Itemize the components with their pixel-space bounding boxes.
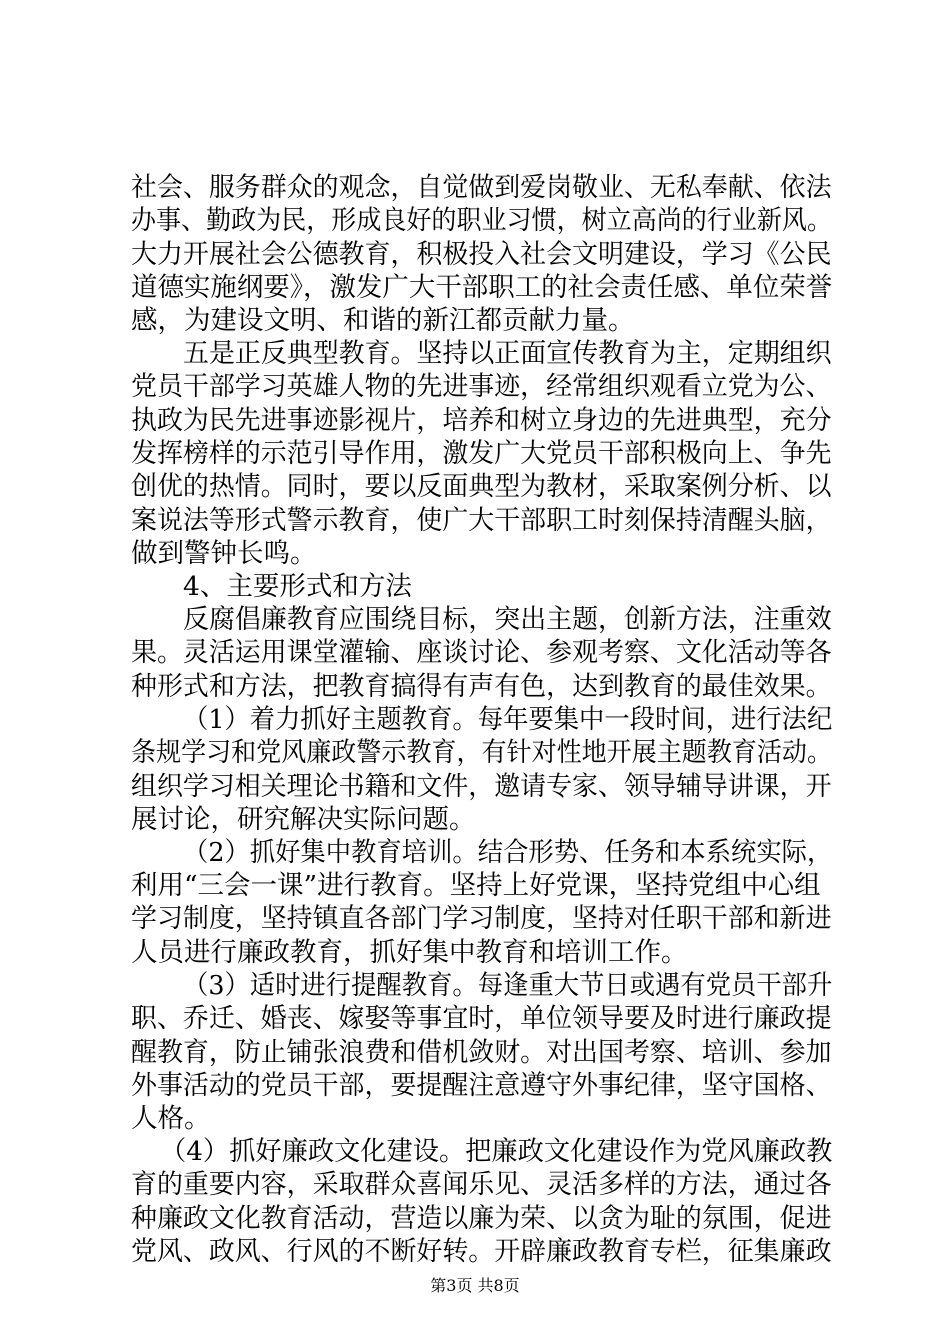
body-text-line: 案说法等形式警示教育，使广大干部职工时刻保持清醒头脑， [131,505,832,536]
body-text-line: （2）抓好集中教育培训。结合形势、任务和本系统实际， [183,837,833,868]
body-text-line: 办事、勤政为民，形成良好的职业习惯，树立高尚的行业新风。 [131,205,832,236]
section-heading: 4、主要形式和方法 [183,571,412,602]
body-text-line: 育的重要内容，采取群众喜闻乐见、灵活多样的方法，通过各 [131,1169,832,1200]
body-text-line: 条规学习和党风廉政警示教育，有针对性地开展主题教育活动。 [131,737,832,768]
body-text-line: 种廉政文化教育活动，营造以廉为荣、以贪为耻的氛围，促进 [131,1203,832,1234]
body-text-line: 道德实施纲要》，激发广大干部职工的社会责任感、单位荣誉 [131,272,833,303]
body-text-line: 组织学习相关理论书籍和文件，邀请专家、领导辅导讲课，开 [131,771,832,802]
body-text-line: 党员干部学习英雄人物的先进事迹，经常组织观看立党为公、 [131,371,832,402]
body-text-line: 创优的热情。同时，要以反面典型为教材，采取案例分析、以 [131,471,832,502]
body-text-line: 种形式和方法，把教育搞得有声有色，达到教育的最佳效果。 [131,671,832,702]
body-text-line: 反腐倡廉教育应围绕目标，突出主题，创新方法，注重效 [183,604,832,635]
body-text-line: 学习制度，坚持镇直各部门学习制度，坚持对任职干部和新进 [131,903,832,934]
body-text-line: 利用“三会一课”进行教育。坚持上好党课，坚持党组中心组 [131,870,821,901]
body-text-line: （4）抓好廉政文化建设。把廉政文化建设作为党风廉政教 [160,1136,833,1167]
body-text-line: 大力开展社会公德教育，积极投入社会文明建设，学习《公民 [131,239,832,270]
body-text-line: 果。灵活运用课堂灌输、座谈讨论、参观考察、文化活动等各 [131,637,832,668]
body-text-line: 发挥榜样的示范引导作用，激发广大党员干部积极向上、争先 [131,438,832,469]
body-text-line: 人员进行廉政教育，抓好集中教育和培训工作。 [131,937,688,968]
body-text-line: 人格。 [131,1103,211,1134]
body-text-line: 社会、服务群众的观念，自觉做到爱岗敬业、无私奉献、依法 [131,172,832,203]
body-text-line: 执政为民先进事迹影视片，培养和树立身边的先进典型，充分 [131,405,832,436]
body-text-line: 醒教育，防止铺张浪费和借机敛财。对出国考察、培训、参加 [131,1037,832,1068]
body-text-line: 职、乔迁、婚丧、嫁娶等事宜时，单位领导要及时进行廉政提 [131,1003,832,1034]
body-text-line: 展讨论，研究解决实际问题。 [131,804,476,835]
body-text-line: （3）适时进行提醒教育。每逢重大节日或遇有党员干部升 [183,970,833,1001]
body-text-line: 感，为建设文明、和谐的新江都贡献力量。 [131,305,635,336]
body-text-line: 党风、政风、行风的不断好转。开辟廉政教育专栏，征集廉政 [131,1236,832,1267]
body-text-line: 做到警钟长鸣。 [131,538,317,569]
body-text-line: 外事活动的党员干部，要提醒注意遵守外事纪律，坚守国格、 [131,1070,832,1101]
body-text-line: （1）着力抓好主题教育。每年要集中一段时间，进行法纪 [183,704,833,735]
body-text-line: 五是正反典型教育。坚持以正面宣传教育为主，定期组织 [183,338,832,369]
page-number-footer: 第3页 共8页 [430,1276,520,1295]
